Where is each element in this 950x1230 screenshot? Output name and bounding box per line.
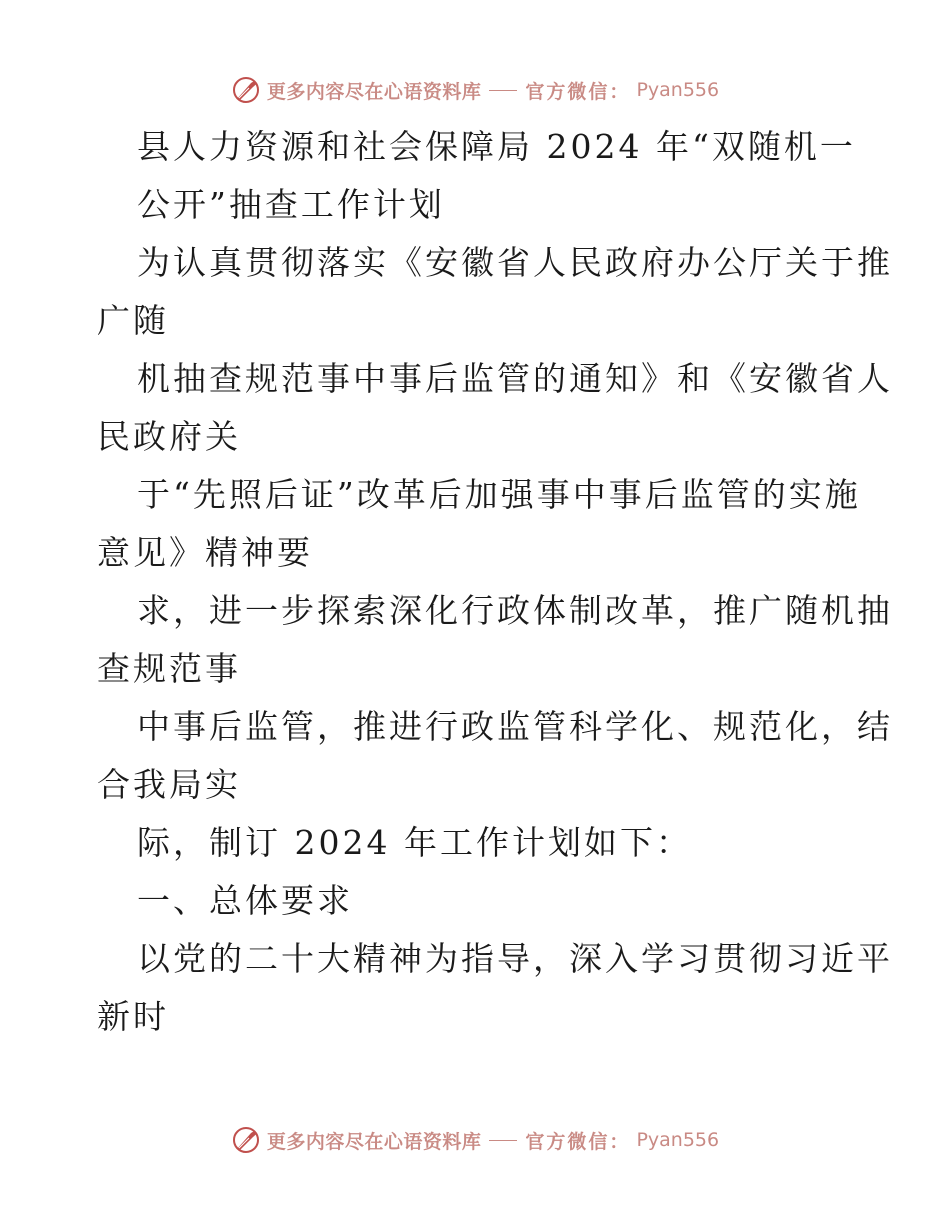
paragraph-line: 广随 <box>97 301 169 340</box>
section-heading: 一、总体要求 <box>137 881 353 920</box>
paragraph-line: 民政府关 <box>97 417 241 456</box>
title-line-1: 县人力资源和社会保障局 2024 年“双随机一 <box>137 127 856 166</box>
quill-logo-icon <box>231 1125 261 1155</box>
paragraph-line: 中事后监管，推进行政监管科学化、规范化，结 <box>137 707 893 746</box>
paragraph-line: 以党的二十大精神为指导，深入学习贯彻习近平 <box>137 939 893 978</box>
banner-dash <box>489 90 517 91</box>
document-body <box>97 118 893 1046</box>
paragraph-line: 合我局实 <box>97 765 241 804</box>
paragraph-line: 为认真贯彻落实《安徽省人民政府办公厅关于推 <box>137 243 893 282</box>
header-banner <box>0 70 950 110</box>
official-wechat-label: 官方微信： <box>525 80 631 103</box>
wechat-id: Pyan556 <box>636 79 720 101</box>
paragraph-line: 新时 <box>97 997 169 1036</box>
quill-logo-icon <box>231 75 261 105</box>
site-name-text: 更多内容尽在心语资料库 <box>266 1130 482 1153</box>
paragraph-line: 机抽查规范事中事后监管的通知》和《安徽省人 <box>137 359 893 398</box>
paragraph-line: 求，进一步探索深化行政体制改革，推广随机抽 <box>137 591 893 630</box>
wechat-id: Pyan556 <box>636 1129 720 1151</box>
paragraph-line: 查规范事 <box>97 649 241 688</box>
title-line-2: 公开”抽查工作计划 <box>137 185 445 224</box>
paragraph-line: 际，制订 2024 年工作计划如下： <box>137 823 692 862</box>
banner-dash <box>489 1140 517 1141</box>
footer-banner <box>0 1120 950 1160</box>
paragraph-line: 意见》精神要 <box>97 533 313 572</box>
official-wechat-label: 官方微信： <box>525 1130 631 1153</box>
site-name-text: 更多内容尽在心语资料库 <box>266 80 482 103</box>
paragraph-line: 于“先照后证”改革后加强事中事后监管的实施 <box>137 475 861 514</box>
